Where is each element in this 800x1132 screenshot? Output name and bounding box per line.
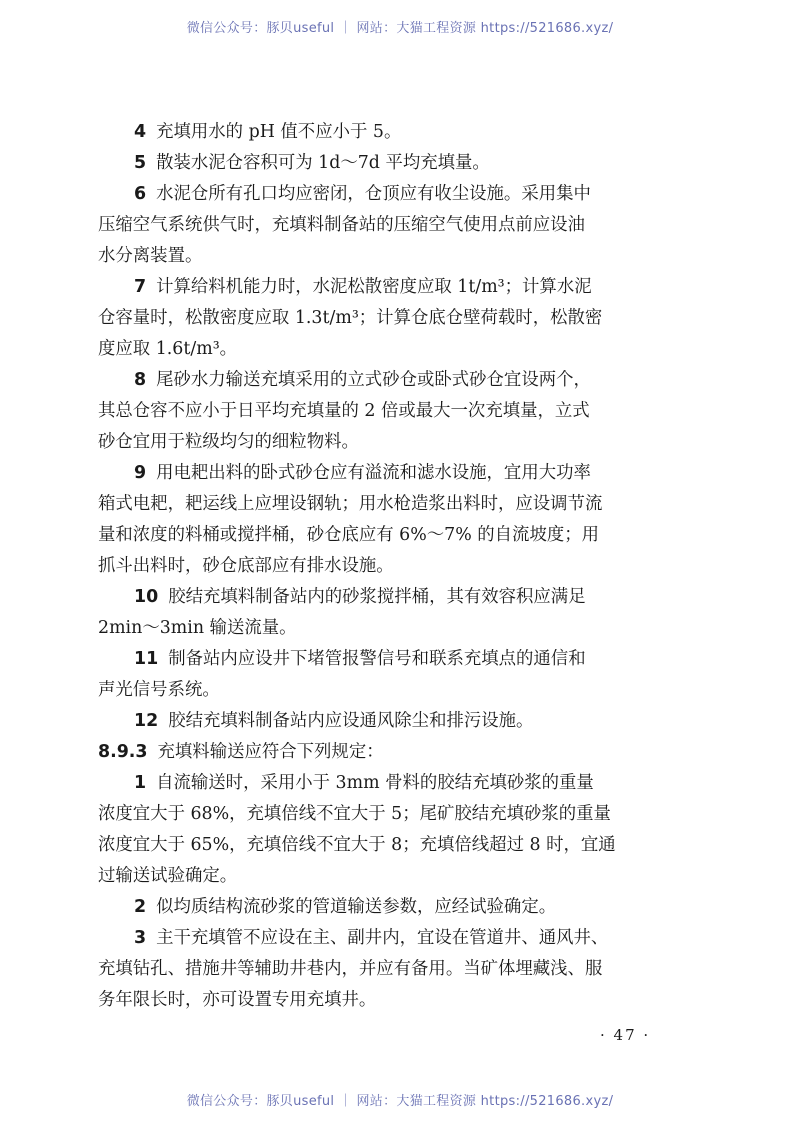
clause-7 (98, 272, 688, 365)
clause-text: 浓度宜大于 68%，充填倍线不宜大于 5；尾矿胶结充填砂浆的重量 (98, 804, 611, 824)
clause-5 (98, 148, 688, 179)
clause-text: 用电耙出料的卧式砂仓应有溢流和滤水设施，宜用大功率 (156, 463, 591, 483)
clause-text: 制备站内应设井下堵管报警信号和联系充填点的通信和 (168, 649, 586, 669)
clause-9 (98, 458, 688, 582)
text-line (98, 613, 688, 644)
text-line (98, 644, 688, 675)
clause-11 (98, 644, 688, 706)
text-line (98, 241, 688, 272)
clause-text: 充填钻孔、措施井等辅助井巷内，并应有备用。当矿体埋藏浅、服 (98, 959, 603, 979)
clause-number: 11 (134, 649, 159, 669)
sub-clause-1 (98, 768, 688, 892)
text-line (98, 799, 688, 830)
sub-clause-3 (98, 923, 688, 1016)
text-line (98, 365, 688, 396)
clause-text: 压缩空气系统供气时，充填料制备站的压缩空气使用点前应设油 (98, 215, 585, 235)
clause-text: 似均质结构流砂浆的管道输送参数，应经试验确定。 (156, 897, 557, 917)
clause-text: 水分离装置。 (98, 246, 203, 266)
clause-number: 7 (134, 277, 147, 297)
text-line (98, 396, 688, 427)
clause-number: 2 (134, 897, 147, 917)
text-line (98, 985, 688, 1016)
clause-text: 水泥仓所有孔口均应密闭，仓顶应有收尘设施。采用集中 (156, 184, 591, 204)
text-line (98, 892, 688, 923)
text-line (98, 210, 688, 241)
clause-text: 胶结充填料制备站内应设通风除尘和排污设施。 (168, 711, 534, 731)
clause-6 (98, 179, 688, 272)
clause-text: 砂仓宜用于粒级均匀的细粒物料。 (98, 432, 359, 452)
clause-number: 6 (134, 184, 147, 204)
clause-text: 主干充填管不应设在主、副井内，宜设在管道井、通风井、 (156, 928, 609, 948)
clause-text: 量和浓度的料桶或搅拌桶，砂仓底应有 6%～7% 的自流坡度；用 (98, 525, 600, 545)
clause-number: 12 (134, 711, 159, 731)
clause-number: 10 (134, 587, 159, 607)
clause-text: 务年限长时，亦可设置专用充填井。 (98, 990, 377, 1010)
clause-text: 尾砂水力输送充填采用的立式砂仓或卧式砂仓宜设两个， (156, 370, 591, 390)
clause-text: 其总仓容不应小于日平均充填量的 2 倍或最大一次充填量，立式 (98, 401, 590, 421)
clause-number: 3 (134, 928, 147, 948)
section-heading (98, 737, 688, 768)
text-line (98, 551, 688, 582)
clause-text: 浓度宜大于 65%，充填倍线不宜大于 8；充填倍线超过 8 时，宜通 (98, 835, 616, 855)
text-line (98, 923, 688, 954)
sub-clause-2 (98, 892, 688, 923)
text-line (98, 768, 688, 799)
clause-12 (98, 706, 688, 737)
text-line (98, 272, 688, 303)
section-number: 8.9.3 (98, 742, 148, 762)
clause-text: 过输送试验确定。 (98, 866, 238, 886)
page-body (98, 117, 688, 1016)
clause-number: 4 (134, 122, 147, 142)
text-line (98, 675, 688, 706)
text-line (98, 458, 688, 489)
clause-10 (98, 582, 688, 644)
clause-number: 5 (134, 153, 147, 173)
clause-number: 9 (134, 463, 147, 483)
text-line (98, 179, 688, 210)
clause-text: 充填用水的 pH 值不应小于 5。 (156, 122, 402, 142)
text-line (98, 334, 688, 365)
footer-watermark: 微信公众号：豚贝useful ｜ 网站：大猫工程资源 https://521686.xyz/ (186, 1094, 614, 1109)
text-line (98, 706, 688, 737)
clause-text: 2min～3min 输送流量。 (98, 618, 297, 638)
clause-text: 声光信号系统。 (98, 680, 220, 700)
text-line (98, 303, 688, 334)
text-line (98, 520, 688, 551)
clause-text: 胶结充填料制备站内的砂浆搅拌桶，其有效容积应满足 (168, 587, 586, 607)
text-line (98, 427, 688, 458)
text-line (98, 489, 688, 520)
text-line (98, 830, 688, 861)
text-line (98, 861, 688, 892)
page-number: · 47 · (600, 1026, 651, 1044)
clause-text: 自流输送时，采用小于 3mm 骨料的胶结充填砂浆的重量 (156, 773, 594, 793)
header-watermark: 微信公众号：豚贝useful ｜ 网站：大猫工程资源 https://521686.xyz/ (186, 21, 614, 36)
clause-text: 仓容量时，松散密度应取 1.3t/m³；计算仓底仓壁荷载时，松散密 (98, 308, 603, 328)
text-line (98, 117, 688, 148)
clause-number: 1 (134, 773, 147, 793)
text-line (98, 582, 688, 613)
clause-text: 抓斗出料时，砂仓底部应有排水设施。 (98, 556, 394, 576)
clause-number: 8 (134, 370, 147, 390)
clause-text: 度应取 1.6t/m³。 (98, 339, 238, 359)
clause-4 (98, 117, 688, 148)
section-title: 充填料输送应符合下列规定： (157, 742, 384, 762)
text-line (98, 148, 688, 179)
clause-text: 箱式电耙，耙运线上应埋设钢轨；用水枪造浆出料时，应设调节流 (98, 494, 603, 514)
clause-text: 计算给料机能力时，水泥松散密度应取 1t/m³；计算水泥 (156, 277, 592, 297)
clause-text: 散装水泥仓容积可为 1d～7d 平均充填量。 (156, 153, 490, 173)
text-line (98, 954, 688, 985)
clause-8 (98, 365, 688, 458)
